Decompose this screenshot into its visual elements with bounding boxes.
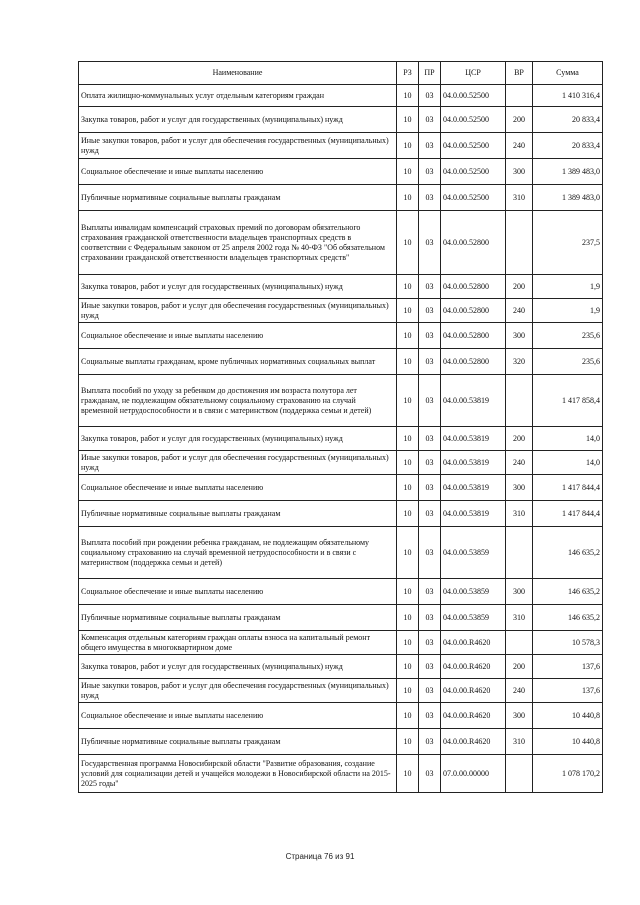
cell-csr: 04.0.00.52500 [441, 107, 506, 133]
cell-vr: 200 [506, 427, 533, 451]
cell-rz: 10 [397, 703, 419, 729]
header-name: Наименование [79, 62, 397, 85]
cell-csr: 04.0.00.R4620 [441, 631, 506, 655]
page-number: Страница 76 из 91 [285, 852, 355, 861]
table-row [79, 501, 603, 527]
table-row [79, 275, 603, 299]
cell-sum: 10 440,8 [533, 703, 603, 729]
cell-pr: 03 [419, 679, 441, 703]
cell-csr: 04.0.00.R4620 [441, 703, 506, 729]
cell-sum: 14,0 [533, 427, 603, 451]
cell-sum: 137,6 [533, 679, 603, 703]
cell-sum: 1 078 170,2 [533, 755, 603, 793]
table-row [79, 475, 603, 501]
table-row [79, 349, 603, 375]
cell-rz: 10 [397, 375, 419, 427]
cell-vr: 300 [506, 323, 533, 349]
table-row [79, 299, 603, 323]
cell-sum: 137,6 [533, 655, 603, 679]
table-row [79, 159, 603, 185]
table-row [79, 185, 603, 211]
cell-sum: 10 440,8 [533, 729, 603, 755]
cell-vr: 200 [506, 107, 533, 133]
cell-rz: 10 [397, 185, 419, 211]
cell-sum: 1 389 483,0 [533, 185, 603, 211]
cell-csr: 04.0.00.53859 [441, 527, 506, 579]
cell-pr: 03 [419, 349, 441, 375]
cell-vr [506, 85, 533, 107]
cell-pr: 03 [419, 323, 441, 349]
cell-csr: 04.0.00.52800 [441, 349, 506, 375]
cell-sum: 235,6 [533, 323, 603, 349]
cell-vr [506, 527, 533, 579]
cell-vr: 200 [506, 655, 533, 679]
cell-csr: 04.0.00.53819 [441, 501, 506, 527]
cell-vr [506, 631, 533, 655]
table-row [79, 451, 603, 475]
cell-pr: 03 [419, 605, 441, 631]
header-sum: Сумма [533, 62, 603, 85]
budget-table [78, 61, 603, 793]
cell-name: Социальное обеспечение и иные выплаты населению [79, 703, 397, 729]
cell-csr: 04.0.00.53819 [441, 451, 506, 475]
cell-name: Выплаты инвалидам компенсаций страховых премий по договорам обязательного страхования гражданской ответственности владельцев транспортных средств в соответствии с Федеральным законом от 25 апреля 2002 года № 40-ФЗ "Об обязательном страховании гражданской ответственности владельцев транспортных средств" [79, 211, 397, 275]
cell-vr: 300 [506, 579, 533, 605]
cell-name: Выплата пособий при рождении ребенка гражданам, не подлежащим обязательному социальному страхованию на случай временной нетрудоспособности и в связи с материнством (поддержка семьи и детей) [79, 527, 397, 579]
cell-rz: 10 [397, 605, 419, 631]
table-row [79, 211, 603, 275]
cell-pr: 03 [419, 133, 441, 159]
cell-csr: 04.0.00.R4620 [441, 679, 506, 703]
cell-csr: 04.0.00.53819 [441, 475, 506, 501]
table-row [79, 605, 603, 631]
cell-pr: 03 [419, 703, 441, 729]
cell-vr [506, 211, 533, 275]
cell-csr: 04.0.00.52500 [441, 185, 506, 211]
cell-pr: 03 [419, 501, 441, 527]
cell-pr: 03 [419, 655, 441, 679]
cell-csr: 04.0.00.52500 [441, 85, 506, 107]
cell-name: Публичные нормативные социальные выплаты гражданам [79, 605, 397, 631]
cell-pr: 03 [419, 185, 441, 211]
cell-name: Социальное обеспечение и иные выплаты населению [79, 159, 397, 185]
cell-pr: 03 [419, 211, 441, 275]
cell-rz: 10 [397, 679, 419, 703]
header-vr: ВР [506, 62, 533, 85]
cell-rz: 10 [397, 755, 419, 793]
table-row [79, 679, 603, 703]
cell-vr: 300 [506, 159, 533, 185]
cell-sum: 14,0 [533, 451, 603, 475]
cell-pr: 03 [419, 527, 441, 579]
cell-name: Иные закупки товаров, работ и услуг для обеспечения государственных (муниципальных) нужд [79, 133, 397, 159]
cell-sum: 237,5 [533, 211, 603, 275]
table-row [79, 85, 603, 107]
cell-rz: 10 [397, 275, 419, 299]
cell-csr: 04.0.00.52800 [441, 299, 506, 323]
cell-csr: 07.0.00.00000 [441, 755, 506, 793]
cell-name: Закупка товаров, работ и услуг для государственных (муниципальных) нужд [79, 427, 397, 451]
cell-vr [506, 755, 533, 793]
cell-pr: 03 [419, 451, 441, 475]
cell-name: Выплата пособий по уходу за ребенком до достижения им возраста полутора лет гражданам, не подлежащим обязательному социальному страхованию на случай временной нетрудоспособности и в связи с материнством (поддержка семьи и детей) [79, 375, 397, 427]
cell-pr: 03 [419, 475, 441, 501]
table-body [79, 85, 603, 793]
cell-pr: 03 [419, 755, 441, 793]
cell-pr: 03 [419, 159, 441, 185]
cell-pr: 03 [419, 299, 441, 323]
table-row [79, 323, 603, 349]
cell-vr: 320 [506, 349, 533, 375]
cell-vr: 310 [506, 501, 533, 527]
cell-vr: 310 [506, 729, 533, 755]
table-row [79, 631, 603, 655]
cell-sum: 1,9 [533, 299, 603, 323]
cell-vr: 240 [506, 133, 533, 159]
table-row [79, 579, 603, 605]
cell-sum: 10 578,3 [533, 631, 603, 655]
cell-name: Публичные нормативные социальные выплаты гражданам [79, 729, 397, 755]
table-row [79, 527, 603, 579]
cell-vr: 240 [506, 679, 533, 703]
cell-pr: 03 [419, 107, 441, 133]
cell-rz: 10 [397, 427, 419, 451]
cell-csr: 04.0.00.52500 [441, 133, 506, 159]
cell-rz: 10 [397, 579, 419, 605]
cell-name: Иные закупки товаров, работ и услуг для обеспечения государственных (муниципальных) нужд [79, 299, 397, 323]
cell-rz: 10 [397, 451, 419, 475]
cell-sum: 1 389 483,0 [533, 159, 603, 185]
cell-sum: 146 635,2 [533, 527, 603, 579]
cell-name: Иные закупки товаров, работ и услуг для обеспечения государственных (муниципальных) нужд [79, 679, 397, 703]
cell-vr: 240 [506, 299, 533, 323]
cell-csr: 04.0.00.52500 [441, 159, 506, 185]
cell-rz: 10 [397, 729, 419, 755]
table-row [79, 107, 603, 133]
cell-rz: 10 [397, 211, 419, 275]
cell-sum: 1 417 844,4 [533, 501, 603, 527]
header-pr: ПР [419, 62, 441, 85]
cell-csr: 04.0.00.53859 [441, 579, 506, 605]
cell-vr: 240 [506, 451, 533, 475]
cell-name: Социальное обеспечение и иные выплаты населению [79, 579, 397, 605]
cell-pr: 03 [419, 579, 441, 605]
table-row [79, 427, 603, 451]
cell-pr: 03 [419, 85, 441, 107]
cell-vr: 300 [506, 703, 533, 729]
cell-csr: 04.0.00.R4620 [441, 729, 506, 755]
cell-rz: 10 [397, 527, 419, 579]
cell-pr: 03 [419, 729, 441, 755]
cell-pr: 03 [419, 375, 441, 427]
cell-rz: 10 [397, 475, 419, 501]
cell-rz: 10 [397, 107, 419, 133]
cell-rz: 10 [397, 323, 419, 349]
cell-csr: 04.0.00.R4620 [441, 655, 506, 679]
cell-csr: 04.0.00.53819 [441, 375, 506, 427]
cell-name: Закупка товаров, работ и услуг для государственных (муниципальных) нужд [79, 655, 397, 679]
cell-sum: 20 833,4 [533, 133, 603, 159]
cell-name: Социальное обеспечение и иные выплаты населению [79, 323, 397, 349]
cell-vr: 310 [506, 185, 533, 211]
cell-name: Публичные нормативные социальные выплаты гражданам [79, 185, 397, 211]
cell-name: Закупка товаров, работ и услуг для государственных (муниципальных) нужд [79, 275, 397, 299]
cell-sum: 1 410 316,4 [533, 85, 603, 107]
cell-name: Оплата жилищно-коммунальных услуг отдельным категориям граждан [79, 85, 397, 107]
cell-pr: 03 [419, 275, 441, 299]
table-row [79, 729, 603, 755]
cell-rz: 10 [397, 501, 419, 527]
cell-sum: 1 417 858,4 [533, 375, 603, 427]
cell-vr: 200 [506, 275, 533, 299]
table-row [79, 133, 603, 159]
header-csr: ЦСР [441, 62, 506, 85]
cell-name: Социальное обеспечение и иные выплаты населению [79, 475, 397, 501]
cell-name: Иные закупки товаров, работ и услуг для обеспечения государственных (муниципальных) нужд [79, 451, 397, 475]
cell-name: Государственная программа Новосибирской области "Развитие образования, создание условий для социализации детей и учащейся молодежи в Новосибирской области на 2015-2025 годы" [79, 755, 397, 793]
cell-sum: 146 635,2 [533, 605, 603, 631]
cell-rz: 10 [397, 159, 419, 185]
cell-rz: 10 [397, 631, 419, 655]
cell-sum: 235,6 [533, 349, 603, 375]
cell-pr: 03 [419, 427, 441, 451]
cell-vr [506, 375, 533, 427]
cell-rz: 10 [397, 655, 419, 679]
cell-csr: 04.0.00.52800 [441, 211, 506, 275]
cell-sum: 146 635,2 [533, 579, 603, 605]
table-header-row [79, 62, 603, 85]
table-row [79, 655, 603, 679]
cell-sum: 1 417 844,4 [533, 475, 603, 501]
cell-csr: 04.0.00.52800 [441, 323, 506, 349]
cell-vr: 300 [506, 475, 533, 501]
cell-sum: 20 833,4 [533, 107, 603, 133]
cell-rz: 10 [397, 299, 419, 323]
table-row [79, 703, 603, 729]
header-rz: РЗ [397, 62, 419, 85]
table-row [79, 375, 603, 427]
cell-pr: 03 [419, 631, 441, 655]
cell-name: Закупка товаров, работ и услуг для государственных (муниципальных) нужд [79, 107, 397, 133]
table-row [79, 755, 603, 793]
cell-vr: 310 [506, 605, 533, 631]
cell-sum: 1,9 [533, 275, 603, 299]
cell-name: Публичные нормативные социальные выплаты гражданам [79, 501, 397, 527]
cell-rz: 10 [397, 133, 419, 159]
cell-csr: 04.0.00.52800 [441, 275, 506, 299]
cell-csr: 04.0.00.53859 [441, 605, 506, 631]
cell-rz: 10 [397, 349, 419, 375]
cell-name: Социальные выплаты гражданам, кроме публичных нормативных социальных выплат [79, 349, 397, 375]
cell-name: Компенсация отдельным категориям граждан оплаты взноса на капитальный ремонт общего имущества в многоквартирном доме [79, 631, 397, 655]
cell-csr: 04.0.00.53819 [441, 427, 506, 451]
cell-rz: 10 [397, 85, 419, 107]
